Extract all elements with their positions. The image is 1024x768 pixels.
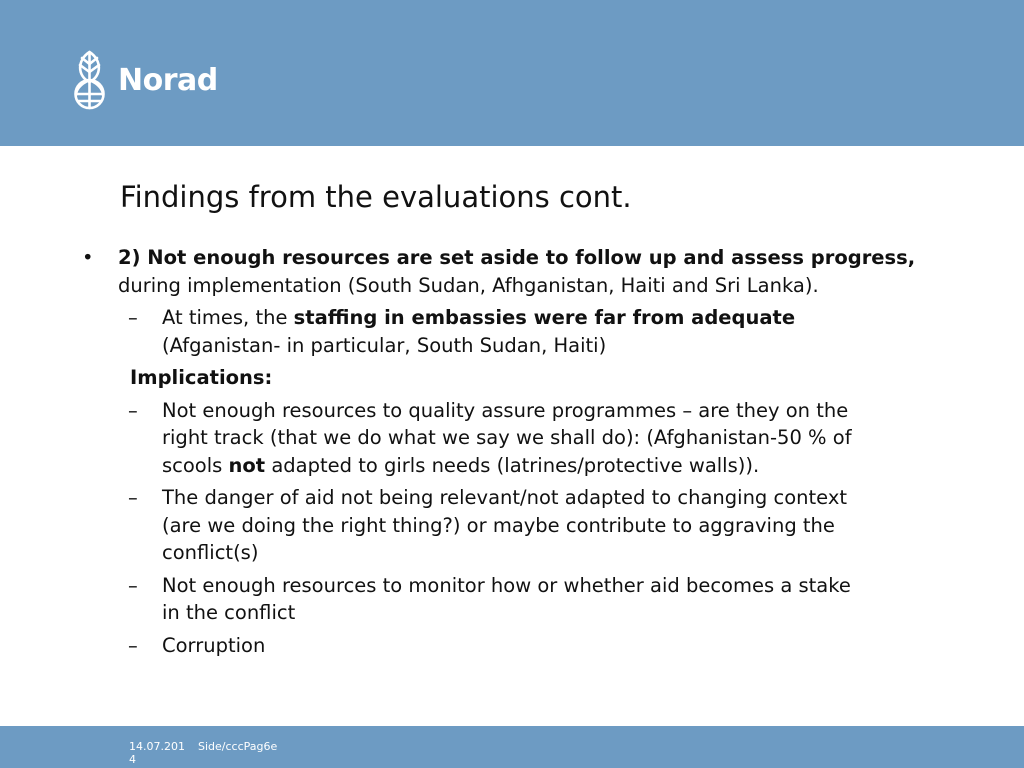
- globe-leaf-icon: [71, 50, 108, 110]
- bullet-dot: •: [82, 246, 94, 269]
- footer-page-label: Side/cccPag6e: [198, 740, 278, 753]
- sub-text-pre: At times, the: [162, 306, 294, 329]
- norad-logo: [71, 50, 218, 110]
- bullet-bold-lead: 2) Not enough resources are set aside to follow up and assess progress,: [118, 246, 916, 269]
- sub-text-post: (Afganistan- in particular, South Sudan, Haiti): [162, 333, 607, 357]
- implication-item: [78, 572, 852, 627]
- slide-body: [78, 244, 948, 659]
- implication-item: [78, 397, 852, 480]
- logo-wordmark: Norad: [118, 62, 218, 98]
- implication-text-post: adapted to girls needs (latrines/protective walls)).: [265, 453, 760, 477]
- implication-item: [78, 484, 852, 567]
- implication-item: [78, 632, 852, 660]
- bullet-rest: during implementation (South Sudan, Afhganistan, Haiti and Sri Lanka).: [118, 273, 819, 297]
- dash-marker: –: [128, 633, 138, 657]
- staffing-sub-item: [78, 304, 852, 359]
- sub-text-bold: staffing in embassies were far from adequate: [293, 306, 796, 329]
- slide-title: Findings from the evaluations cont.: [120, 180, 632, 214]
- implication-text: Not enough resources to monitor how or whether aid becomes a stake in the conflict: [162, 573, 851, 624]
- dash-marker: –: [128, 573, 138, 597]
- main-bullet: [78, 244, 948, 299]
- dash-marker: –: [128, 306, 138, 329]
- implication-text: The danger of aid not being relevant/not adapted to changing context (are we doing the right thing?) or maybe contribute to aggraving the conflict(s): [162, 486, 848, 564]
- footer-date: 14.07.2014: [129, 740, 185, 766]
- implication-text-pre: Not enough resources to quality assure programmes – are they on the right track (that we do what we say we shall do): (Afghanistan-50 % of scools: [162, 398, 852, 477]
- implication-text-bold: not: [228, 453, 266, 477]
- dash-marker: –: [128, 486, 138, 509]
- dash-marker: –: [128, 398, 138, 422]
- implication-text: Corruption: [162, 633, 266, 657]
- implications-heading: Implications:: [130, 366, 273, 389]
